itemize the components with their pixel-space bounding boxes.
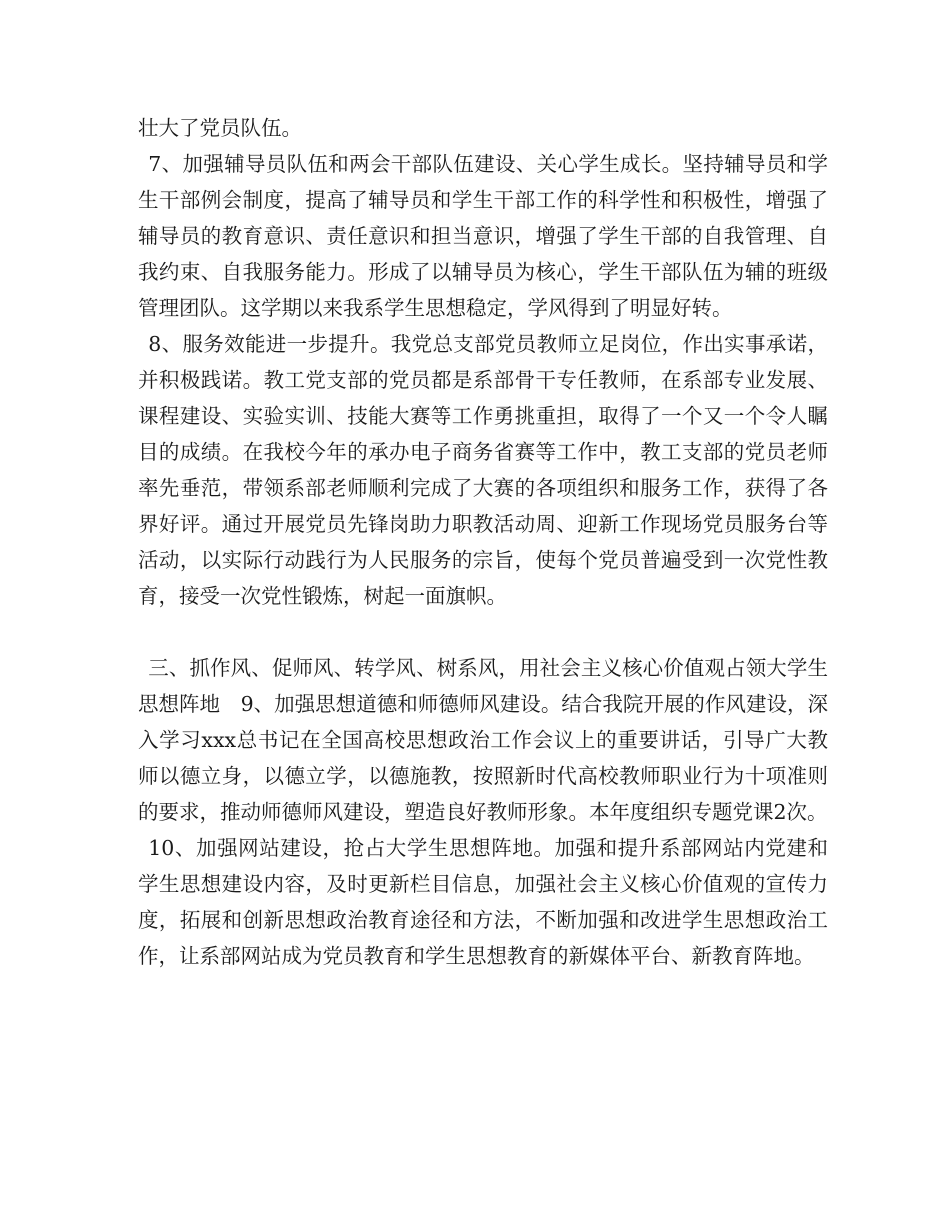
paragraph-section-3: 三、抓作风、促师风、转学风、树系风，用社会主义核心价值观占领大学生思想阵地 9、加强思想道德和师德师风建设。结合我院开展的作风建设，深入学习xxx总书记在全国高校思想政治工作会议上的重要讲话，引导广大教师以德立身，以德立学，以德施教，按照新时代高校教师职业行为十项准则的要求，推动师德师风建设，塑造良好教师形象。本年度组织专题党课2次。 bbox=[138, 656, 828, 824]
paragraph-item-10: 10、加强网站建设，抢占大学生思想阵地。加强和提升系部网站内党建和学生思想建设内容，及时更新栏目信息，加强社会主义核心价值观的宣传力度，拓展和创新思想政治教育途径和方法，不断加强和改进学生思想政治工作，让系部网站成为党员教育和学生思想教育的新媒体平台、新教育阵地。 bbox=[138, 836, 828, 968]
paragraph-gap bbox=[138, 614, 828, 650]
document-body bbox=[138, 110, 828, 974]
paragraph-item-7: 7、加强辅导员队伍和两会干部队伍建设、关心学生成长。坚持辅导员和学生干部例会制度，提高了辅导员和学生干部工作的科学性和积极性，增强了辅导员的教育意识、责任意识和担当意识，增强了学生干部的自我管理、自我约束、自我服务能力。形成了以辅导员为核心，学生干部队伍为辅的班级管理团队。这学期以来我系学生思想稳定，学风得到了明显好转。 bbox=[138, 152, 828, 320]
paragraph-continuation: 壮大了党员队伍。 bbox=[138, 116, 302, 140]
paragraph-item-8: 8、服务效能进一步提升。我党总支部党员教师立足岗位，作出实事承诺，并积极践诺。教工党支部的党员都是系部骨干专任教师，在系部专业发展、课程建设、实验实训、技能大赛等工作勇挑重担，取得了一个又一个令人瞩目的成绩。在我校今年的承办电子商务省赛等工作中，教工支部的党员老师率先垂范，带领系部老师顺利完成了大赛的各项组织和服务工作，获得了各界好评。通过开展党员先锋岗助力职教活动周、迎新工作现场党员服务台等活动，以实际行动践行为人民服务的宗旨，使每个党员普遍受到一次党性教育，接受一次党性锻炼，树起一面旗帜。 bbox=[138, 332, 828, 608]
